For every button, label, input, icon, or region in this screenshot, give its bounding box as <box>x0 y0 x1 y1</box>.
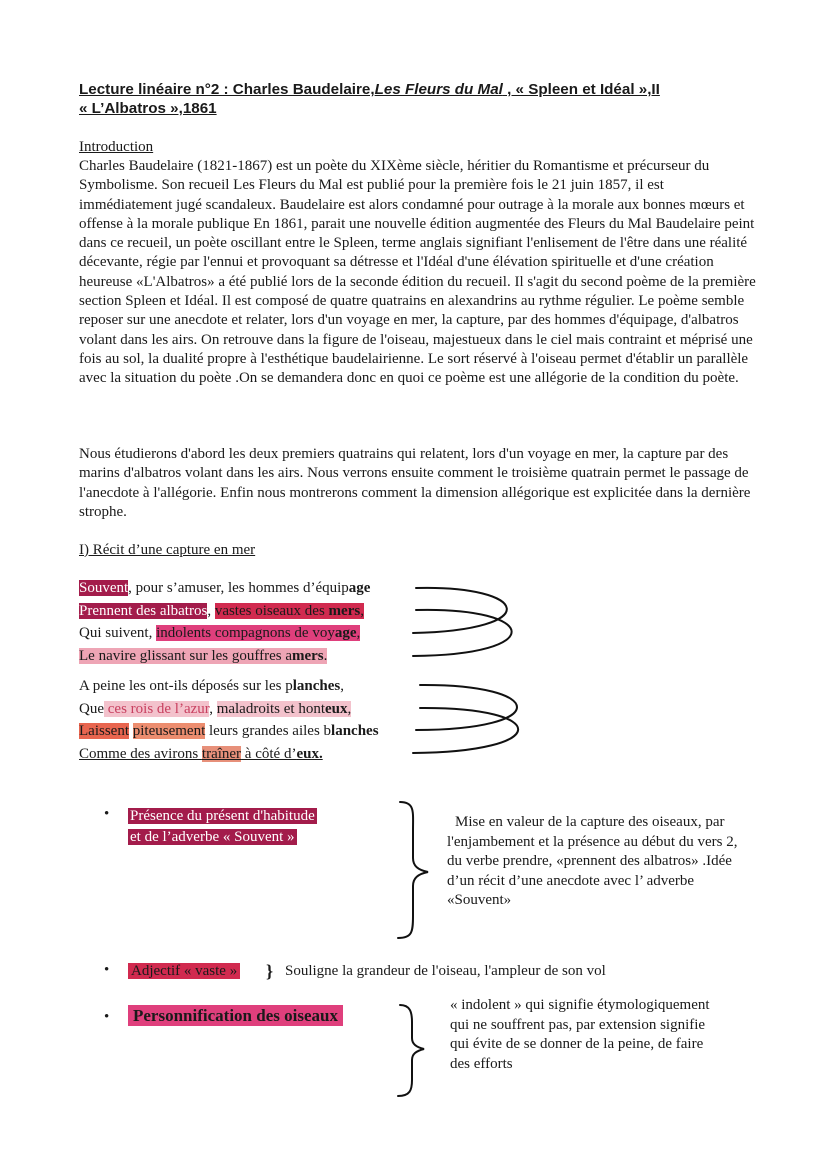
highlight: traîner <box>201 745 242 762</box>
punct: , <box>356 625 361 641</box>
box-line: Présence du présent d'habitude <box>130 808 315 824</box>
highlight-text: indolents compagnons de voy <box>156 625 335 641</box>
curly-brace <box>398 802 428 938</box>
small-brace: } <box>266 961 274 981</box>
highlight-text: vastes oiseaux des <box>214 602 329 619</box>
curly-brace <box>398 1005 424 1096</box>
punct: , <box>340 678 344 694</box>
verse-text: A peine les ont-ils déposés sur les p <box>79 678 293 694</box>
bullet: • <box>104 806 110 822</box>
highlight-text: maladroits et hont <box>216 700 325 717</box>
bullet: • <box>104 962 110 978</box>
verse-text: , pour s’amuser, les hommes d’équip <box>128 580 349 596</box>
verse-text: Qui suivent, <box>79 625 157 641</box>
verse-text: Que <box>79 700 104 717</box>
verse-text: à côté d’ <box>241 745 297 762</box>
punct: , <box>360 602 364 619</box>
rhyme: mers <box>292 647 324 664</box>
punct: . <box>323 647 328 664</box>
bullet: • <box>104 1009 110 1025</box>
title-section: , « Spleen et Idéal »,II <box>502 81 660 98</box>
rhyme: age <box>334 625 357 641</box>
plan-paragraph: Nous étudierons d'abord les deux premiers quatrains qui relatent, lors d'un voyage en mer, la capture par des marins d'albatros volant dans les airs. Nous verrons ensuite comment le troisième quatrain permet le passage de l'anecdote à l'allégorie. Enfin nous montrerons comment la dimension allégorique est explicitée dans la dernière strophe. <box>79 446 751 520</box>
highlight: Prennent des albatros <box>79 602 208 619</box>
highlight: piteusement <box>132 723 206 739</box>
analysis-note-2: Souligne la grandeur de l'oiseau, l'ampleur de son vol <box>285 963 606 979</box>
intro-paragraph: Charles Baudelaire (1821-1867) est un poète du XIXème siècle, héritier du Romantisme et précurseur du Symbolisme. Son recueil Les Fleurs du Mal est publié pour la première fois le 21 juin 1857, il est immédiatement jugé scandaleux. Baudelaire est alors condamné pour outrage à la morale aux bonnes mœurs et offense à la morale publique En 1861, parait une nouvelle édition augmentée des Fleurs du Mal Baudelaire peint dans ce recueil, un poète oscillant entre le Spleen, terme anglais signifiant l'enlisement de l'être dans une réalité décevante, régie par l'ennui et provoquant sa détresse et l'Idéal d'une élévation spirituelle et d'une création heureuse «L'Albatros» a été publié lors de la seconde édition du recueil. Il s'agit du second poème de la première section Spleen et Idéal. Il est composé de quatre quatrains en alexandrins au rythme régulier. Le poème semble reposer sur une anecdote et relater, lors d'un voyage en mer, la capture, par des hommes d'équipage, d'albatros volant dans les airs. On retrouve dans la figure de l'oiseau, majestueux dans le ciel mais contraint et méprisé une fois au sol, la dualité propre à l'esthétique baudelairienne. Le sort réservé à l'oiseau permet d'établir un parallèle avec la situation du poète .On se demandera donc en quoi ce poème est une allégorie de la condition du poète. <box>79 158 756 387</box>
punct: , <box>347 700 352 717</box>
analysis-note-1: Mise en valeur de la capture des oiseaux, par l'enjambement et la présence au début du vers 2, du verbe prendre, «prennent des albatros» .Idée d’un récit d’une anecdote avec l’ adverbe «Souvent» <box>447 814 738 908</box>
verse-text: Comme des avirons <box>79 745 202 762</box>
rhyme: eux. <box>296 745 323 762</box>
rhyme: eux <box>325 700 348 717</box>
box-line: et de l’adverbe « Souvent » <box>130 829 295 845</box>
verse-text: , <box>207 602 215 619</box>
title-poem: « L’Albatros »,1861 <box>79 100 217 117</box>
title-book: Les Fleurs du Mal <box>374 81 503 98</box>
punct: , <box>209 700 217 717</box>
highlight: Laissent <box>79 723 129 739</box>
analysis-note-3: « indolent » qui signifie étymologiquement qui ne souffrent pas, par extension signifie qui évite de se donner de la peine, de faire des efforts <box>450 997 710 1072</box>
analysis-box-1 <box>128 806 317 848</box>
section-heading: I) Récit d’une capture en mer <box>79 542 256 558</box>
verse-text: leurs grandes ailes b <box>205 723 332 739</box>
highlight: ces rois de l’azur <box>104 700 210 717</box>
rhyme: lanches <box>331 723 379 739</box>
rhyme: age <box>348 580 371 596</box>
highlight: Souvent <box>79 580 129 596</box>
analysis-box-3 <box>128 1005 343 1026</box>
box-text: Personnification des oiseaux <box>128 1005 343 1026</box>
rhyme: mers <box>328 602 361 619</box>
title-text: Lecture linéaire n°2 : Charles Baudelaire, <box>79 81 375 98</box>
rhyme: lanches <box>292 678 341 694</box>
box-text: Adjectif « vaste » <box>128 963 240 979</box>
analysis-box-2 <box>128 961 240 982</box>
highlight-text: Le navire glissant sur les gouffres a <box>79 647 292 664</box>
intro-heading: Introduction <box>79 139 154 155</box>
